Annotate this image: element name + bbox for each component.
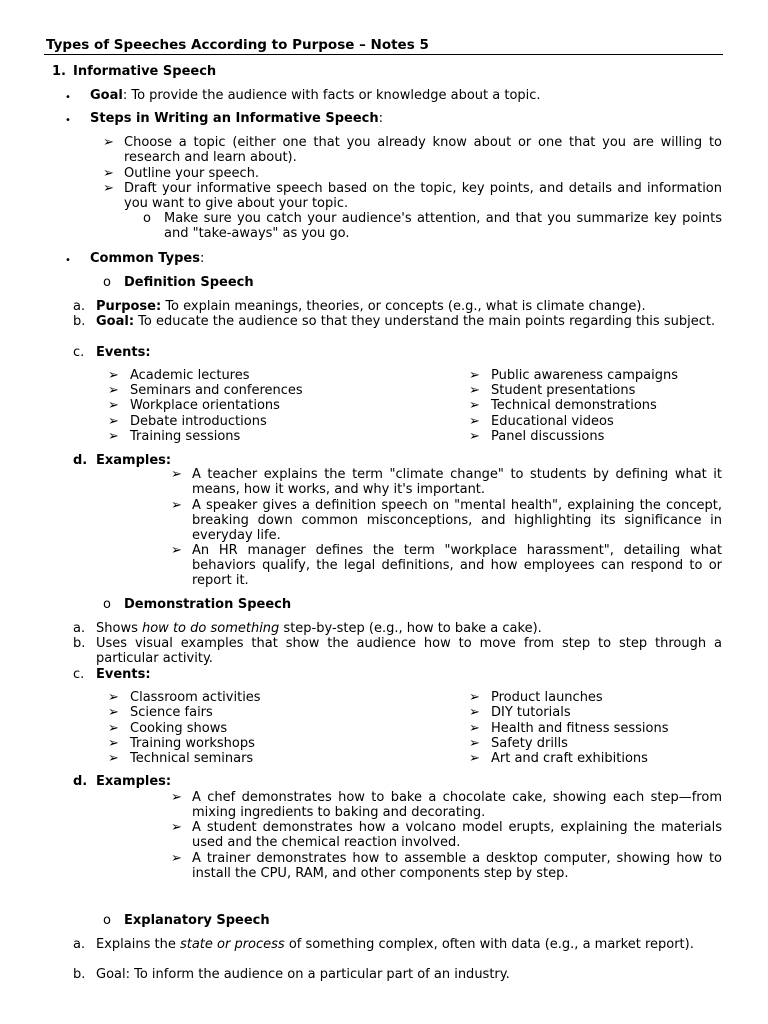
list-marker: c. — [73, 345, 85, 360]
demonstration-b: Uses visual examples that show the audience how to move from step to step through a particular activity. — [96, 636, 722, 667]
arrow-bullet-icon: ➢ — [108, 721, 119, 736]
goal-label: Goal — [90, 88, 123, 103]
list-marker: c. — [73, 667, 85, 682]
step-item: Draft your informative speech based on the topic, key points, and details and information you want to give about your topic. — [124, 181, 722, 212]
demonstration-events-label: Events: — [96, 667, 151, 682]
list-marker: d. — [73, 453, 88, 468]
step-item: Outline your speech. — [124, 166, 260, 181]
event-item: Safety drills — [491, 736, 568, 751]
steps-label: Steps in Writing an Informative Speech — [90, 111, 379, 126]
list-marker: a. — [73, 937, 86, 952]
list-marker: d. — [73, 774, 88, 789]
common-types-line: Common Types: — [90, 251, 205, 266]
arrow-bullet-icon: ➢ — [108, 705, 119, 720]
explanatory-a: Explains the state or process of something complex, often with data (e.g., a market report). — [96, 937, 694, 952]
arrow-bullet-icon: ➢ — [469, 398, 480, 413]
definition-purpose: Purpose: To explain meanings, theories, or concepts (e.g., what is climate change). — [96, 299, 646, 314]
example-item: A trainer demonstrates how to assemble a desktop computer, showing how to install the CPU, RAM, and other components step by step. — [192, 851, 722, 882]
arrow-bullet-icon: ➢ — [171, 467, 182, 482]
section-number: 1. — [52, 64, 66, 79]
steps-line: Steps in Writing an Informative Speech: — [90, 111, 384, 126]
arrow-bullet-icon: ➢ — [469, 368, 480, 383]
example-item: A chef demonstrates how to bake a chocolate cake, showing each step—from mixing ingredients to baking and decorating. — [192, 790, 722, 821]
event-item: Debate introductions — [130, 414, 267, 429]
explanatory-heading: Explanatory Speech — [124, 913, 270, 928]
list-marker: b. — [73, 967, 86, 982]
arrow-bullet-icon: ➢ — [108, 414, 119, 429]
demonstration-examples-label: Examples: — [96, 774, 172, 789]
example-item: A speaker gives a definition speech on "mental health", explaining the concept, breaking down common misconceptions, and highlighting its significance in everyday life. — [192, 498, 722, 544]
arrow-bullet-icon: ➢ — [108, 429, 119, 444]
definition-examples-label: Examples: — [96, 453, 172, 468]
event-item: Student presentations — [491, 383, 636, 398]
event-item: Seminars and conferences — [130, 383, 303, 398]
event-item: Training sessions — [130, 429, 241, 444]
event-item: DIY tutorials — [491, 705, 571, 720]
substep-item: Make sure you catch your audience's attention, and that you summarize key points and "take-aways" as you go. — [164, 211, 722, 242]
event-item: Classroom activities — [130, 690, 261, 705]
event-item: Product launches — [491, 690, 603, 705]
definition-goal: Goal: To educate the audience so that they understand the main points regarding this subject. — [96, 314, 716, 329]
arrow-bullet-icon: ➢ — [108, 368, 119, 383]
common-types-label: Common Types — [90, 251, 200, 266]
event-item: Educational videos — [491, 414, 614, 429]
bullet-icon: • — [65, 92, 71, 103]
event-item: Panel discussions — [491, 429, 605, 444]
arrow-bullet-icon: ➢ — [469, 736, 480, 751]
event-item: Art and craft exhibitions — [491, 751, 648, 766]
goal-text: : To provide the audience with facts or knowledge about a topic. — [122, 88, 541, 103]
event-item: Academic lectures — [130, 368, 250, 383]
event-item: Training workshops — [130, 736, 255, 751]
arrow-bullet-icon: ➢ — [103, 181, 114, 196]
arrow-bullet-icon: ➢ — [469, 429, 480, 444]
definition-heading: Definition Speech — [124, 275, 254, 290]
example-item: A student demonstrates how a volcano model erupts, explaining the materials used and the chemical reaction involved. — [192, 820, 722, 851]
title-underline — [44, 54, 723, 55]
event-item: Public awareness campaigns — [491, 368, 679, 383]
arrow-bullet-icon: ➢ — [108, 736, 119, 751]
arrow-bullet-icon: ➢ — [108, 383, 119, 398]
event-item: Health and fitness sessions — [491, 721, 669, 736]
event-item: Technical seminars — [130, 751, 254, 766]
arrow-bullet-icon: ➢ — [108, 398, 119, 413]
event-item: Workplace orientations — [130, 398, 280, 413]
goal-line — [90, 88, 541, 103]
event-item: Technical demonstrations — [491, 398, 657, 413]
arrow-bullet-icon: ➢ — [171, 543, 182, 558]
circle-bullet-icon: o — [103, 913, 111, 928]
list-marker: a. — [73, 621, 86, 636]
step-item: Choose a topic (either one that you already know about or one that you are willing to research and learn about). — [124, 135, 722, 166]
demonstration-a: Shows how to do something step-by-step (e.g., how to bake a cake). — [96, 621, 542, 636]
event-item: Science fairs — [130, 705, 213, 720]
example-item: A teacher explains the term "climate change" to students by defining what it means, how it works, and why it's important. — [192, 467, 722, 498]
arrow-bullet-icon: ➢ — [103, 135, 114, 150]
arrow-bullet-icon: ➢ — [469, 690, 480, 705]
example-item: An HR manager defines the term "workplace harassment", detailing what behaviors qualify, the legal definitions, and how employees can respond to or report it. — [192, 543, 722, 589]
demonstration-heading: Demonstration Speech — [124, 597, 292, 612]
circle-bullet-icon: o — [103, 275, 111, 290]
arrow-bullet-icon: ➢ — [108, 751, 119, 766]
arrow-bullet-icon: ➢ — [171, 790, 182, 805]
arrow-bullet-icon: ➢ — [171, 820, 182, 835]
bullet-icon: • — [65, 115, 71, 126]
explanatory-b: Goal: To inform the audience on a particular part of an industry. — [96, 967, 510, 982]
arrow-bullet-icon: ➢ — [469, 414, 480, 429]
arrow-bullet-icon: ➢ — [171, 498, 182, 513]
arrow-bullet-icon: ➢ — [108, 690, 119, 705]
arrow-bullet-icon: ➢ — [469, 751, 480, 766]
list-marker: a. — [73, 299, 86, 314]
list-marker: b. — [73, 636, 86, 651]
page-title: Types of Speeches According to Purpose – Notes 5 — [46, 37, 429, 53]
bullet-icon: • — [65, 255, 71, 266]
circle-bullet-icon: o — [103, 597, 111, 612]
circle-bullet-icon: o — [143, 211, 151, 226]
arrow-bullet-icon: ➢ — [469, 383, 480, 398]
arrow-bullet-icon: ➢ — [469, 705, 480, 720]
arrow-bullet-icon: ➢ — [469, 721, 480, 736]
arrow-bullet-icon: ➢ — [103, 166, 114, 181]
definition-events-label: Events: — [96, 345, 151, 360]
section-heading: Informative Speech — [73, 64, 217, 79]
arrow-bullet-icon: ➢ — [171, 851, 182, 866]
event-item: Cooking shows — [130, 721, 228, 736]
list-marker: b. — [73, 314, 86, 329]
